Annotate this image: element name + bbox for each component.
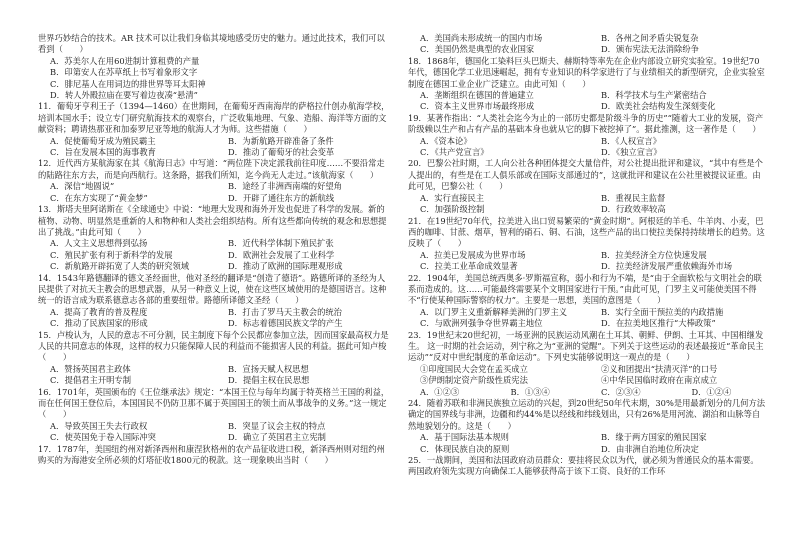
answer-option: C．提倡君主开明专制	[50, 375, 132, 386]
option-group	[38, 307, 390, 330]
option-group	[408, 364, 766, 387]
question-stem: 21．在19世纪70年代，拉美进入出口贸易繁荣的“黄金时期”。阿根廷的羊毛、牛羊肉、小麦，巴西的咖啡、甘蔗、烟草，智利的硝石、铜、石油，这些产品的出口使拉美保持持续增长的趋势。这反映了（ ）	[408, 215, 765, 249]
answer-option: D．拉美经济发展严重依赖海外市场	[601, 261, 733, 272]
answer-option: D．推动了欧洲的国际理观形成	[228, 261, 343, 272]
answer-option: C．美国仍然是典型的农业国家	[420, 44, 535, 55]
answer-option: D．推动了葡萄牙的社会变革	[228, 147, 335, 158]
answer-option: B．打击了罗马天主教会的统治	[228, 306, 342, 317]
question-stem: 14．1543年路德翻译的德文圣经面世，他对圣经的翻译是“创造了德语”。路德所译的圣经为人民提供了对抗天主教会的思想武器，从另一种意义上说，使在这些区域使用的是德国语言。这种统一的语言成为联系德意志各部的重要纽带。路德所译德文圣经（ ）	[38, 272, 387, 306]
answer-option: B．宣扬天赋人权思想	[228, 363, 309, 374]
answer-option: D．欧美社会结构发生深刻变化	[601, 101, 716, 112]
answer-option: B．各州之间矛盾尖锐复杂	[601, 33, 699, 43]
question-stem: 24．随着苏联和非洲民族独立运动的兴起，到20世纪50年代末期，30%是用最新划分的几何方法确定的国界线与非洲，边疆和约44%是以经线和纬线划出，只有26%是用河流、湖泊和山脉等自然地貌划分的。这是（ ）	[408, 398, 766, 431]
answer-option: C．殖民扩张有利于新科学的发展	[50, 249, 173, 260]
question-stem: 23．19世纪末20世纪初，一场亚洲的民族运动风潮在土耳其、朝鲜、伊朗、土耳其、中国相继发生。 这一时期的社会运动，列宁称之为“亚洲的觉醒”。下列关于这些运动的表述最接近“革命民主运动”“反对中世纪制度的革命运动”。下列史实能够说明这一观点的是（ ）	[408, 329, 764, 363]
answer-option: B．印第安人在苏草纸上书写着象形文字	[50, 67, 198, 78]
answer-option: B．缘于两方国家的殖民国家	[601, 432, 707, 443]
answer-option: C．《共产党宣言》	[420, 147, 489, 158]
answer-option: A．美国尚未形成统一的国内市场	[420, 33, 543, 43]
option-group	[408, 387, 766, 398]
question-stem: 13．斯塔夫里阿诺斯在《全球通史》中说：“地理大发现和海外开发也促进了科学的发展。新的植物、动物、明显然是重新的人和物种和人类社会组织结构。所有这些都向传统的观念和思想提出了挑战。”由此可知（ ）	[38, 204, 387, 237]
answer-option: D．欧洲社会发展了工业科学	[228, 249, 335, 260]
answer-option: A．垄断组织在德国的普遍建立	[420, 90, 534, 101]
answer-option: A．苏美尔人在用60进制计算租费的产量	[50, 55, 200, 66]
option-group	[38, 181, 390, 204]
answer-option: D．开辟了通往东方的新航线	[228, 192, 335, 203]
answer-option: A．拉美已发展成为世界市场	[420, 249, 526, 260]
answer-option: A．①②③	[420, 386, 460, 397]
answer-option: A．提高了教育的普及程度	[50, 306, 148, 317]
question-stem: 16．1701年，英国颁布的《王位继承法》规定：“本国王位与每年均属于特英格兰王国的利益，而在任何国王登位后，本国国民不仍防卫那不属于英国国王的领土而从事战争的义务。”这一规定（ ）	[38, 386, 390, 420]
answer-option: C．旨在发展本国的海事教育	[50, 147, 156, 158]
question-stem: 17．1787年，美国纽约州对新泽西州和康涅狄格州的农产品征收进口税，新泽西州则对纽约州购买的为海港安全所必须的灯塔征收1800元的税款。这一现象映出当时（ ）	[38, 443, 385, 466]
answer-option: A．以门罗主义重新解释美洲的门罗主义	[420, 306, 568, 317]
answer-option: B．为新航路开辟准备了条件	[228, 135, 334, 146]
option-group	[408, 193, 766, 216]
question-stem: 20．巴黎公社时期，工人向公社各种团体提交大量信件，对公社提出批评和建议，“其中有些是个人提出的，有些是在工人俱乐部或在国际支部通过的”，这就批评和建议在公社里被提议证重。由此可见，巴黎公社（ ）	[408, 158, 763, 192]
answer-option: C．拉美工业革命成效显著	[420, 261, 518, 272]
option-group	[38, 421, 390, 444]
answer-option: ①印度国民大会党在孟买成立	[420, 363, 528, 374]
answer-option: A．基于国际法基本规则	[420, 432, 509, 443]
option-group	[38, 238, 390, 261]
answer-option: D．转人外殿拉庙在要写着边夜凑“悬清”	[50, 90, 198, 101]
answer-option: D．行政效率较高	[601, 204, 666, 215]
right-column	[408, 33, 766, 478]
question-stem: 22．1904年，美国总统西奥多·罗斯福宣称，弱小和行为不端，是“由于全面软松与文明社会的联系而造成的。这……可能最终需要某个文明国家进行干预。”由此可见，门罗主义可能使美国不得不“行使某种国际警察的权力”。主要是一思想，美国的意图是（ ）	[408, 272, 762, 306]
answer-option: B．①③④	[510, 386, 550, 397]
question-stem: 世界巧妙结合的技术。AR 技术可以让我们身临其境地感受历史的魅力。通过此技术，我们可以看到（ ）	[38, 33, 385, 55]
answer-option: A．深信“地圆说”	[50, 181, 115, 192]
answer-option: B．科学技术与生产紧密结合	[601, 90, 707, 101]
answer-option: D．《独立宣言》	[601, 147, 662, 158]
option-group	[38, 364, 390, 387]
answer-option: D．由非洲自治地位所决定	[601, 443, 699, 454]
question-stem: 11．葡萄牙亨利王子（1394—1460）在世期间，在葡萄牙西南海岸的萨格拉什创办航海学校，培训本国水手；设立专门研究航海技术的观察台，广泛收集地理、气象、造船、海洋等方面的文献资料；聘请热那亚和加泰罗尼亚等地的航海人才为师。这些措施（ ）	[38, 101, 390, 135]
answer-option: D．在拉美地区推行“大棒政策”	[601, 318, 716, 329]
answer-option: D．确立了英国君主立宪制	[228, 432, 326, 443]
answer-option: C．推动了民族国家的形成	[50, 318, 148, 329]
answer-option: B．重视民主监督	[601, 192, 666, 203]
answer-option: B．拉美经济全方位快速发展	[601, 249, 707, 260]
question-stem: 19．某著作指出：“人类社会迄今为止的一部历史都是阶级斗争的历史”“随着大工业的发展，资产阶级赖以生产和占有产品的基础本身也就从它的脚下被挖掉了”。据此推测，这一著作是（ ）	[408, 112, 764, 135]
answer-option: C．与欧洲列强争夺世界霸主地位	[420, 318, 543, 329]
answer-option: C．体现民族自决的原则	[420, 443, 510, 454]
answer-option: D．标志着德国民族文学的产生	[228, 318, 343, 329]
answer-option: B．途经了非洲西南端的好望角	[228, 181, 342, 192]
answer-option: C．新航路开辟拓宽了人类的研究领域	[50, 261, 190, 272]
answer-option: A．《资本论》	[420, 135, 472, 146]
answer-option: B．《人权宣言》	[601, 135, 662, 146]
option-group	[408, 33, 766, 56]
answer-option: ④中华民国临时政府在南京成立	[601, 375, 718, 386]
option-group	[408, 136, 766, 159]
left-column	[38, 33, 390, 466]
answer-option: A．导致英国王失去行政权	[50, 420, 148, 431]
option-group	[38, 261, 390, 272]
answer-option: D．颁布宪法无法消除纷争	[601, 44, 699, 55]
option-group	[408, 250, 766, 273]
question-stem: 18．1868年，德国化工染料巨头巴斯夫、赫斯特等率先在企业内部设立研究实验室。19世纪70年代，德国化学工业迅速崛起，拥有专业知识的科学家进行了与业绩相关的新型研究，企业实验室制度在德国工业企业广泛建立。由此可知（ ）	[408, 55, 765, 89]
option-group	[408, 432, 766, 455]
answer-option: A．赞扬英国君主政体	[50, 363, 131, 374]
answer-option: ③伊朗制定资产阶级性质宪法	[420, 375, 528, 386]
answer-option: C．腓尼基人在用词边的排世界等耳太阳神	[50, 78, 206, 89]
answer-option: B．近代科学体制下殖民扩张	[228, 238, 334, 249]
option-group	[38, 136, 390, 159]
question-stem: 15．卢梭认为，人民的意志不可分割，民主制度下每个公民都应参加立法，因而国家最高权力是人民的共同意志的体现，这样的权力只能保障人民的利益而不能损害人民的利益。据此可知卢梭（ ）	[38, 329, 389, 363]
answer-option: A．促使葡萄牙成为殖民霸主	[50, 135, 156, 146]
answer-option: B．突显了议会主权的特点	[228, 420, 326, 431]
answer-option: A．实行直接民主	[420, 192, 485, 203]
answer-option: D．①②④	[691, 386, 732, 397]
option-group	[38, 56, 390, 102]
answer-option: B．实行全面干预拉美的内政措施	[601, 306, 724, 317]
answer-option: ②义和团提出“扶清灭洋”的口号	[601, 363, 718, 374]
question-stem: 25．一战期间，美国和法国政府动员群众：要挂将民众以为代，就必须为普通民众的基本需要。两国政府领先实现方向确保工人能够获得高于该下工资、良好的工作环	[408, 455, 759, 477]
answer-option: C．②③④	[601, 386, 641, 397]
answer-option: A．人文主义思想得到弘扬	[50, 238, 148, 249]
option-group	[408, 90, 766, 113]
answer-option: C．在东方实现了“黄金梦”	[50, 192, 148, 203]
option-group	[408, 307, 766, 330]
answer-option: C．使英国免于卷入国际冲突	[50, 432, 156, 443]
answer-option: C．加强阶级控制	[420, 204, 485, 215]
question-stem: 12．近代西方某航海家在其《航海日志》中写道：“两位陛下决定派我前往印度……不要沿常走的陆路往东方去，而是向西航行。这条路，据我们所知，迄今尚无人走过。”该航海家（ ）	[38, 158, 385, 180]
answer-option: C．资本主义世界市场最终形成	[420, 101, 535, 112]
answer-option: D．提倡主权在民思想	[228, 375, 310, 386]
